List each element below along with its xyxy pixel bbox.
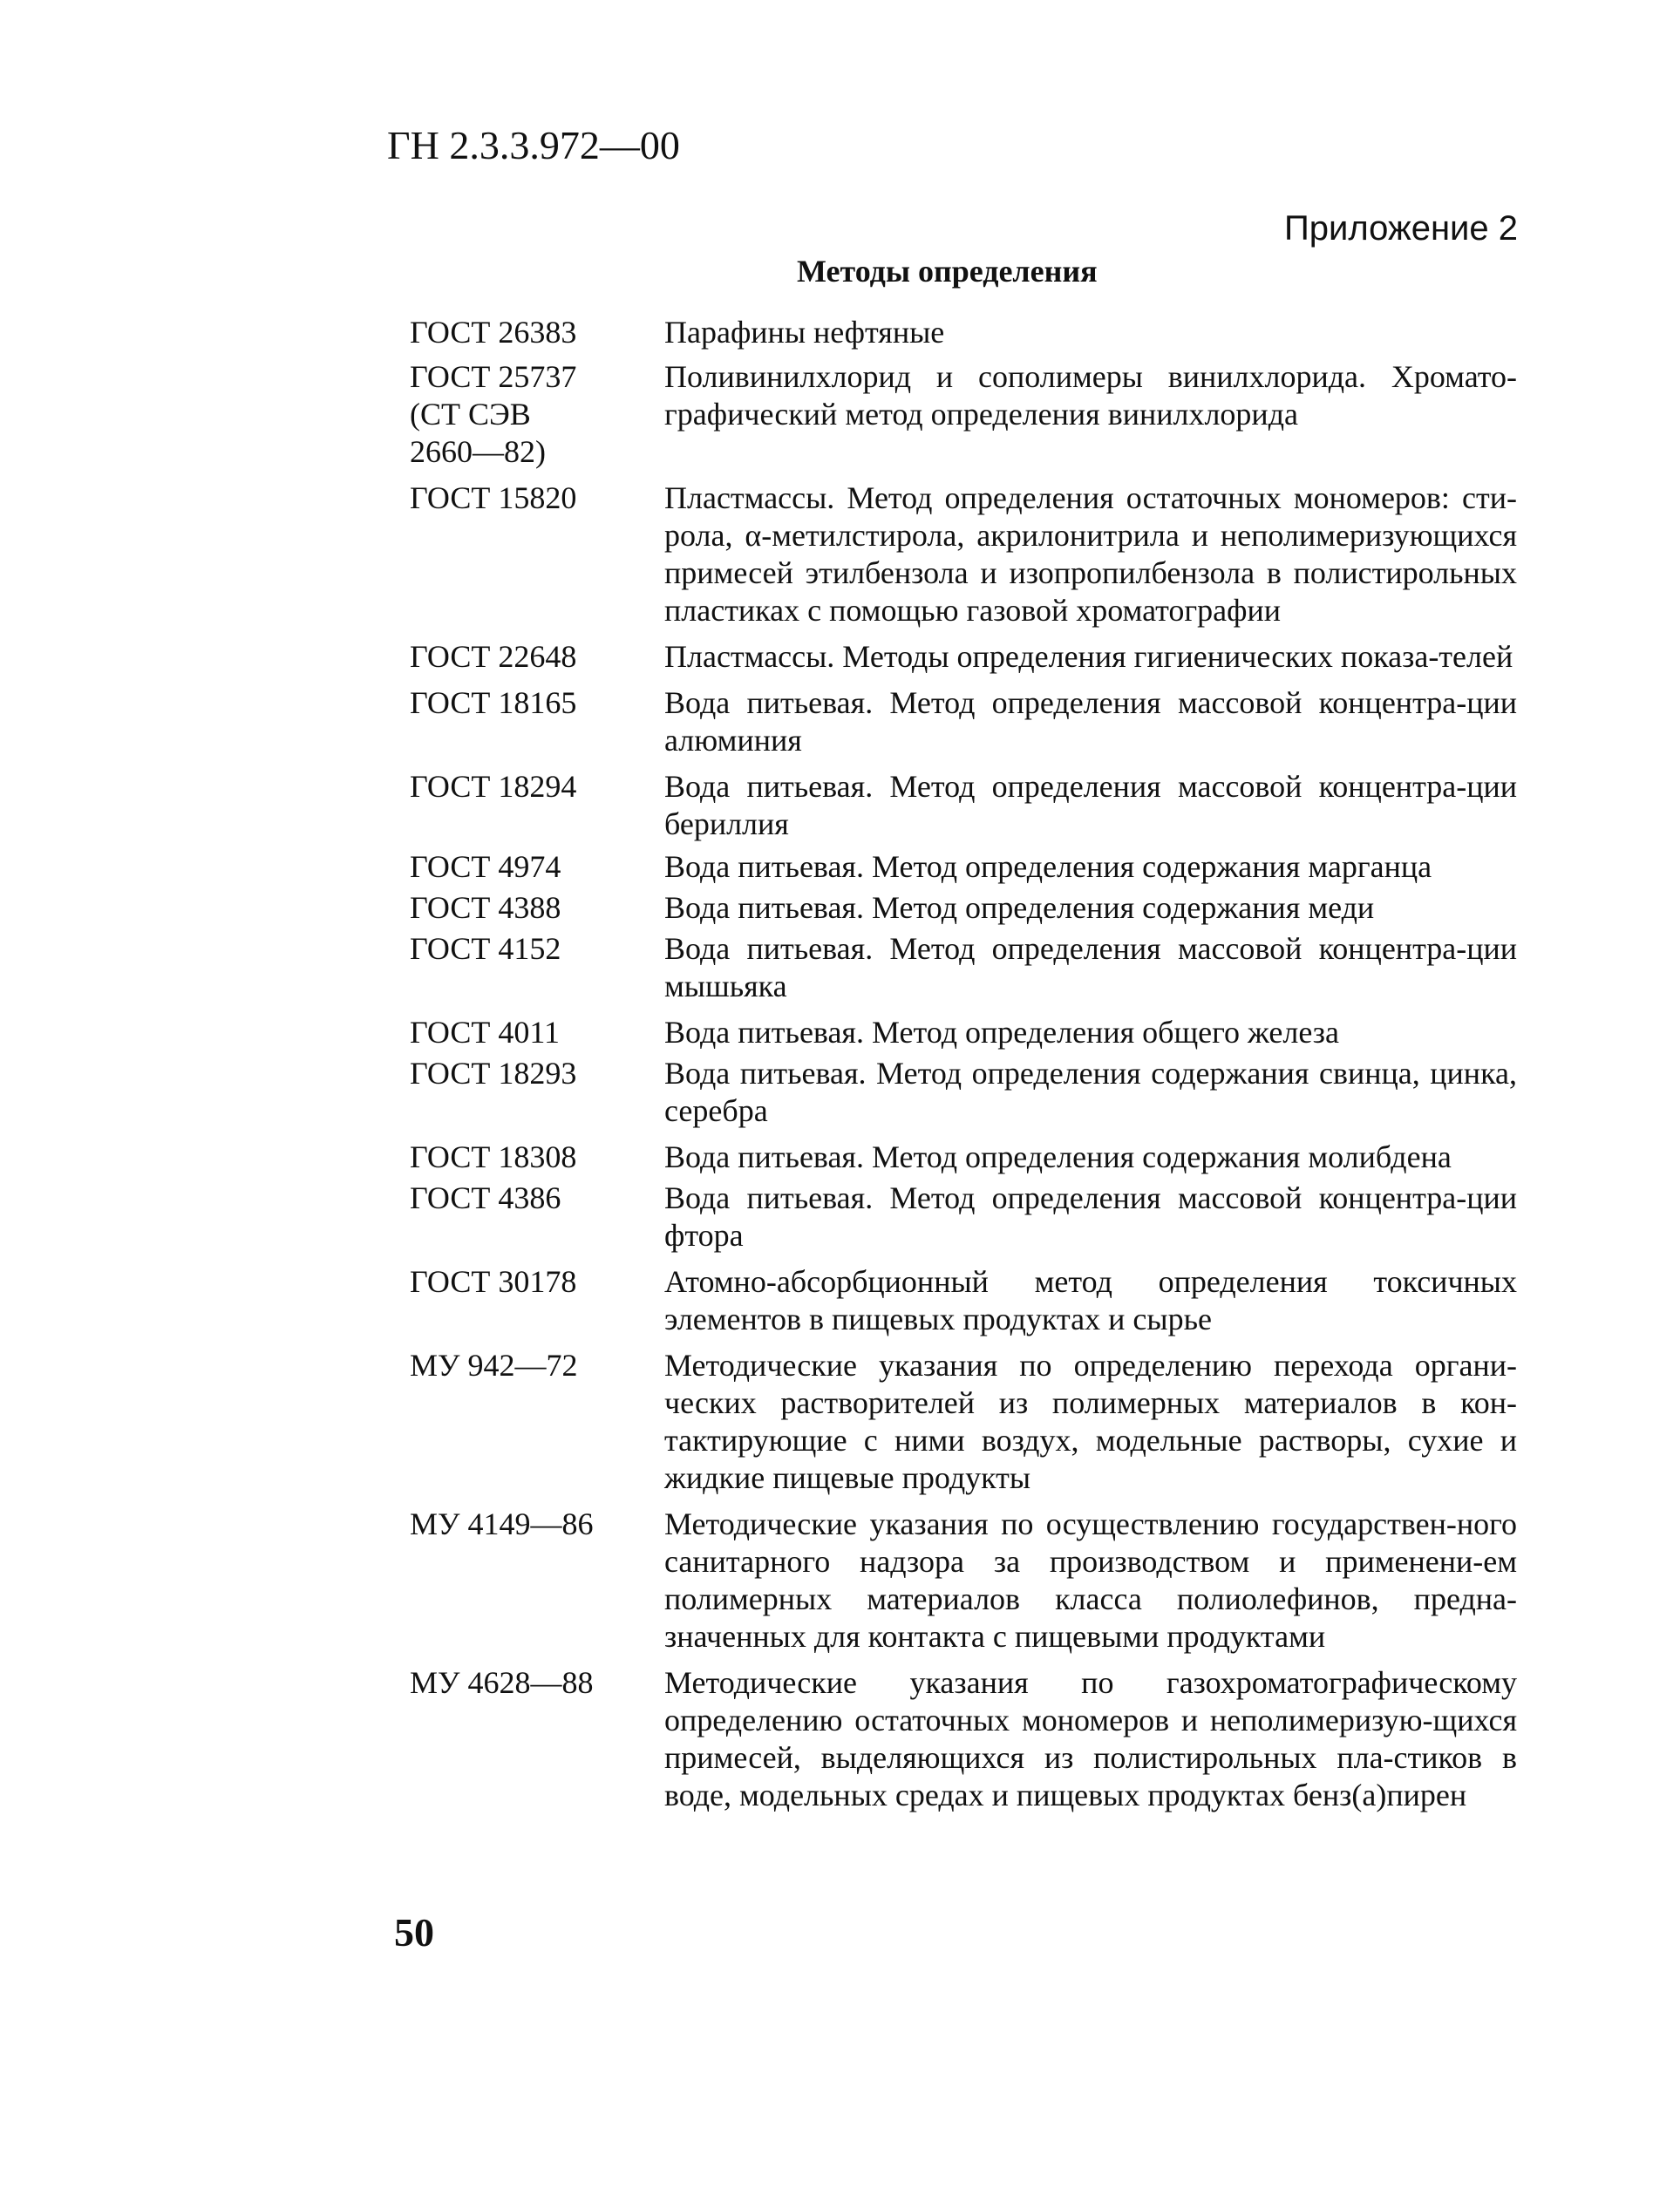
method-description: Пластмассы. Метод определения остаточных мономеров: сти-рола, α-метилстирола, акрилонитрила и неполимеризующихся примесей этилбензола и изопропилбензола в полистирольных пластиках с помощью газовой хроматографии — [664, 480, 1517, 628]
table-row — [410, 930, 1517, 1005]
method-description: Поливинилхлорид и сополимеры винилхлорида. Хромато-графический метод определения винилхлорида — [664, 359, 1517, 432]
standard-code: ГОСТ 18165 — [410, 685, 577, 720]
table-row — [410, 1055, 1517, 1130]
standard-code: ГОСТ 18294 — [410, 769, 577, 804]
table-row — [410, 1506, 1517, 1656]
table-row — [410, 1180, 1517, 1255]
standard-code: ГОСТ 26383 — [410, 315, 577, 350]
method-description: Парафины нефтяные — [664, 315, 945, 350]
method-description: Атомно-абсорбционный метод определения токсичных элементов в пищевых продуктах и сырье — [664, 1264, 1517, 1336]
table-row — [410, 1139, 1517, 1176]
method-description: Вода питьевая. Метод определения содержания свинца, цинка, серебра — [664, 1056, 1517, 1128]
standard-code: ГОСТ 25737 (СТ СЭВ 2660—82) — [410, 359, 577, 469]
method-description: Вода питьевая. Метод определения содержания молибдена — [664, 1139, 1452, 1174]
appendix-label: Приложение 2 — [1284, 209, 1518, 248]
method-description: Вода питьевая. Метод определения содержания марганца — [664, 849, 1432, 884]
table-row — [410, 358, 1517, 471]
method-description: Вода питьевая. Метод определения массовой концентра-ции бериллия — [664, 769, 1517, 841]
table-row — [410, 889, 1517, 927]
page-number: 50 — [394, 1910, 434, 1955]
standard-code: ГОСТ 30178 — [410, 1264, 577, 1299]
standard-code: ГОСТ 4974 — [410, 849, 561, 884]
method-description: Вода питьевая. Метод определения содержания меди — [664, 890, 1375, 925]
standard-code: ГОСТ 4152 — [410, 931, 561, 966]
table-row — [410, 479, 1517, 629]
method-description: Методические указания по осуществлению государствен-ного санитарного надзора за производством и применени-ем полимерных материалов класса полиолефинов, предна-значенных для контакта с пищевыми продуктами — [664, 1506, 1517, 1654]
standard-code: ГОСТ 4386 — [410, 1180, 561, 1215]
standard-code: МУ 4149—86 — [410, 1506, 594, 1541]
standard-code: ГОСТ 18293 — [410, 1056, 577, 1091]
method-description: Методические указания по газохроматографическому определению остаточных мономеров и неполимеризую-щихся примесей, выделяющихся из полистирольных пла-стиков в воде, модельных средах и пищевых продуктах бенз(а)пирен — [664, 1665, 1517, 1812]
standard-code: ГОСТ 22648 — [410, 639, 577, 674]
standard-code: ГОСТ 4011 — [410, 1015, 561, 1050]
table-row — [410, 638, 1517, 676]
standard-code: МУ 942—72 — [410, 1348, 578, 1383]
standard-code: ГОСТ 4388 — [410, 890, 561, 925]
table-row — [410, 1014, 1517, 1051]
method-description: Методические указания по определению перехода органи-ческих растворителей из полимерных материалов в кон-тактирующие с ними воздух, модельные растворы, сухие и жидкие пищевые продукты — [664, 1348, 1517, 1495]
standard-code: ГОСТ 15820 — [410, 480, 577, 515]
table-row — [410, 1347, 1517, 1497]
table-row — [410, 314, 1517, 351]
standard-code: ГОСТ 18308 — [410, 1139, 577, 1174]
table-row — [410, 1263, 1517, 1338]
table-row — [410, 1664, 1517, 1814]
standard-code: МУ 4628—88 — [410, 1665, 594, 1700]
table-row — [410, 848, 1517, 886]
table-row — [410, 768, 1517, 843]
method-description: Вода питьевая. Метод определения общего железа — [664, 1015, 1339, 1050]
methods-table — [410, 314, 1517, 1814]
document-code: ГН 2.3.3.972—00 — [387, 123, 680, 167]
method-description: Вода питьевая. Метод определения массовой концентра-ции алюминия — [664, 685, 1517, 758]
method-description: Вода питьевая. Метод определения массовой концентра-ции мышьяка — [664, 931, 1517, 1003]
method-description: Вода питьевая. Метод определения массовой концентра-ции фтора — [664, 1180, 1517, 1253]
table-row — [410, 684, 1517, 759]
page-title: Методы определения — [797, 254, 1098, 289]
method-description: Пластмассы. Методы определения гигиенических показа-телей — [664, 639, 1513, 674]
